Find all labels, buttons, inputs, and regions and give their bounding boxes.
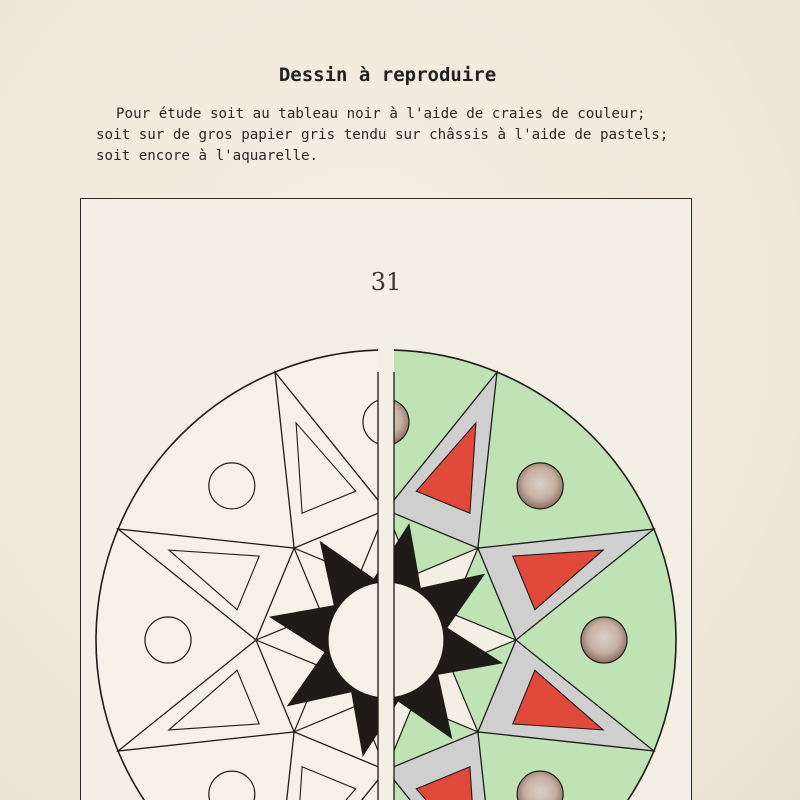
brown-disc-ornament xyxy=(581,617,627,663)
page-title: Dessin à reproduire xyxy=(278,64,497,86)
plate-number: 31 xyxy=(370,268,402,296)
instructions-line-2: soit sur de gros papier gris tendu sur châssis à l'aide de pastels; xyxy=(96,127,669,143)
instructions-line-3: soit encore à l'aquarelle. xyxy=(96,148,319,164)
center-gutter xyxy=(378,360,394,800)
brown-disc-ornament xyxy=(517,463,563,509)
instructions-line-1: Pour étude soit au tableau noir à l'aide de craies de couleur; xyxy=(116,106,646,122)
